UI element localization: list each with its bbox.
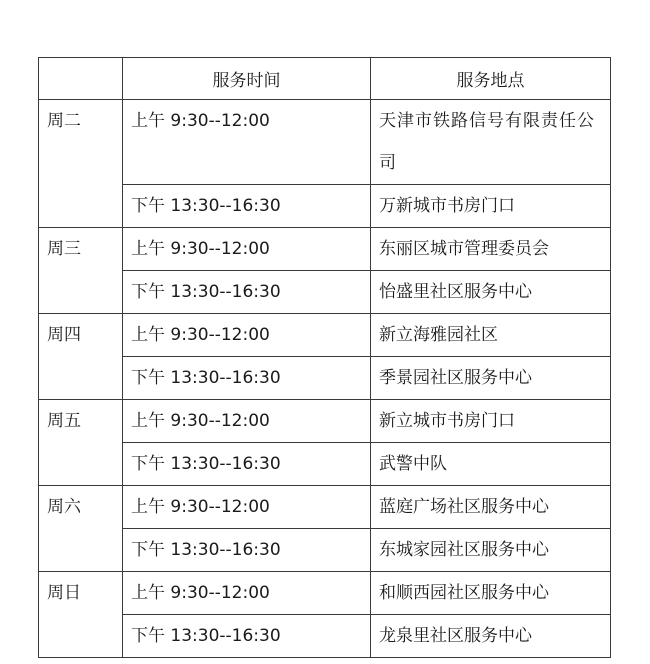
day-label: 周日 [47, 583, 81, 603]
day-label: 周五 [47, 411, 81, 431]
day-cell [39, 572, 123, 658]
day-cell [39, 100, 123, 228]
time-cell [123, 100, 371, 185]
location-cell [371, 271, 611, 314]
time-cell [123, 443, 371, 486]
time-label: 下午 13:30--16:30 [131, 196, 281, 216]
location-label: 蓝庭广场社区服务中心 [379, 497, 549, 517]
time-cell [123, 228, 371, 271]
time-label: 上午 9:30--12:00 [131, 411, 270, 431]
table-row [39, 486, 611, 529]
location-label: 龙泉里社区服务中心 [379, 626, 532, 646]
location-cell [371, 529, 611, 572]
day-label: 周四 [47, 325, 81, 345]
location-label: 万新城市书房门口 [379, 196, 515, 216]
location-label: 怡盛里社区服务中心 [379, 282, 532, 302]
table-row [39, 443, 611, 486]
time-cell [123, 314, 371, 357]
location-cell [371, 615, 611, 658]
table-row [39, 100, 611, 185]
time-cell [123, 271, 371, 314]
table-header-row [39, 58, 611, 100]
location-label: 东城家园社区服务中心 [379, 540, 549, 560]
time-cell [123, 486, 371, 529]
day-cell [39, 314, 123, 400]
time-label: 下午 13:30--16:30 [131, 282, 281, 302]
time-label: 上午 9:30--12:00 [131, 111, 270, 131]
location-cell [371, 185, 611, 228]
day-cell [39, 400, 123, 486]
day-cell [39, 486, 123, 572]
time-label: 下午 13:30--16:30 [131, 626, 281, 646]
time-label: 上午 9:30--12:00 [131, 239, 270, 259]
time-label: 上午 9:30--12:00 [131, 497, 270, 517]
location-label: 季景园社区服务中心 [379, 368, 532, 388]
location-cell [371, 314, 611, 357]
table-row [39, 314, 611, 357]
location-cell [371, 443, 611, 486]
time-cell [123, 529, 371, 572]
table-row [39, 357, 611, 400]
location-label: 东丽区城市管理委员会 [379, 239, 549, 259]
day-label: 周三 [47, 239, 81, 259]
time-label: 上午 9:30--12:00 [131, 583, 270, 603]
location-cell [371, 400, 611, 443]
location-label: 武警中队 [379, 454, 447, 474]
location-label: 天津市铁路信号有限责任公司 [379, 111, 595, 173]
location-cell [371, 100, 611, 185]
table-row [39, 615, 611, 658]
location-label: 新立城市书房门口 [379, 411, 515, 431]
time-cell [123, 185, 371, 228]
time-label: 上午 9:30--12:00 [131, 325, 270, 345]
table-row [39, 271, 611, 314]
table-row [39, 228, 611, 271]
day-cell [39, 228, 123, 314]
table-row [39, 400, 611, 443]
header-location: 服务地点 [371, 58, 611, 100]
time-cell [123, 400, 371, 443]
table-row [39, 572, 611, 615]
location-cell [371, 572, 611, 615]
time-cell [123, 357, 371, 400]
time-label: 下午 13:30--16:30 [131, 454, 281, 474]
location-cell [371, 357, 611, 400]
header-time: 服务时间 [123, 58, 371, 100]
table-row [39, 529, 611, 572]
time-cell [123, 615, 371, 658]
location-label: 和顺西园社区服务中心 [379, 583, 549, 603]
header-day-cell [39, 58, 123, 100]
time-cell [123, 572, 371, 615]
time-label: 下午 13:30--16:30 [131, 540, 281, 560]
location-cell [371, 228, 611, 271]
day-label: 周二 [47, 111, 81, 131]
day-label: 周六 [47, 497, 81, 517]
time-label: 下午 13:30--16:30 [131, 368, 281, 388]
table-row [39, 185, 611, 228]
service-schedule-table [38, 57, 611, 658]
location-label: 新立海雅园社区 [379, 325, 498, 345]
location-cell [371, 486, 611, 529]
